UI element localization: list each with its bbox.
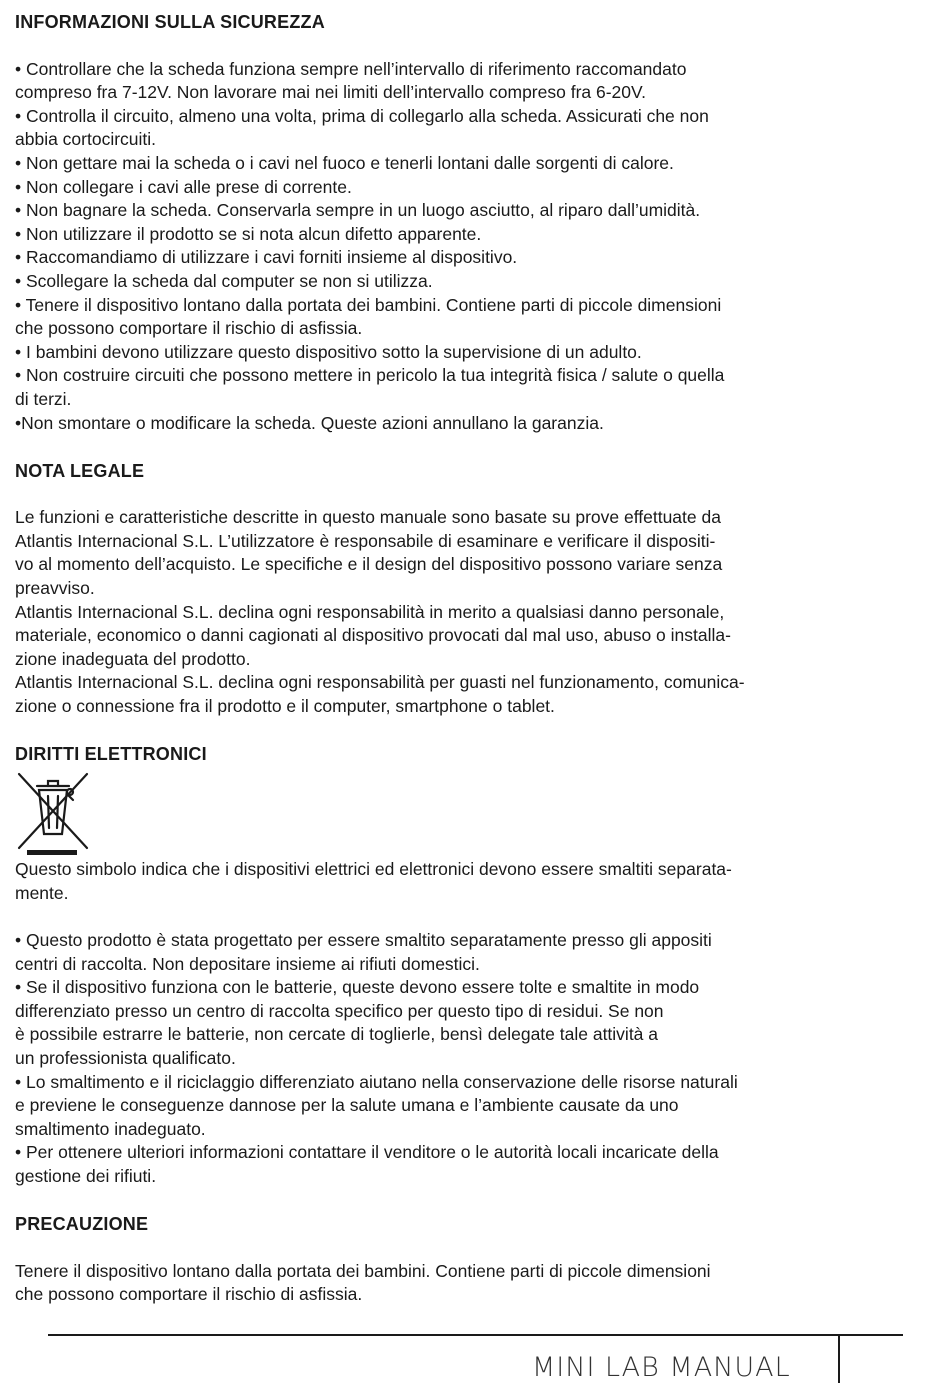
- list-item: •Non smontare o modificare la scheda. Queste azioni annullano la garanzia.: [15, 412, 604, 433]
- list-item: • Per ottenere ulteriori informazioni contattare il venditore o le autorità locali incaricate della gestione dei rifiuti.: [15, 1142, 719, 1186]
- spacer: [15, 905, 935, 929]
- legal-paragraph: Le funzioni e caratteristiche descritte in questo manuale sono basate su prove effettuate da Atlantis Internacional S.L. L’utilizzatore è responsabile di esaminare e verificare il dispositi- vo al momento dell’acquisto. Le specifiche e il design del dispositivo possono variare senza preavviso.: [15, 507, 723, 599]
- safety-title: INFORMAZIONI SULLA SICUREZZA: [15, 12, 325, 32]
- list-item: • Non bagnare la scheda. Conservarla sempre in un luogo asciutto, al riparo dall’umidità.: [15, 200, 701, 221]
- electronic-title: DIRITTI ELETTRONICI: [15, 744, 207, 765]
- legal-paragraph: Atlantis Internacional S.L. declina ogni responsabilità per guasti nel funzionamento, comunica- zione o connessione fra il prodotto e il computer, smartphone o tablet.: [15, 672, 745, 717]
- list-item: • Non collegare i cavi alle prese di corrente.: [15, 176, 352, 197]
- document-page: [15, 10, 935, 1307]
- footer-divider: [838, 1334, 840, 1383]
- legal-paragraph: Atlantis Internacional S.L. declina ogni responsabilità in merito a qualsiasi danno personale, materiale, economico o danni cagionati al dispositivo provocati dal mal uso, abuso o installa- zione inadeguata del prodotto.: [15, 601, 731, 669]
- spacer: [15, 34, 935, 58]
- list-item: • Se il dispositivo funziona con le batterie, queste devono essere tolte e smaltite in modo differenziato presso un centro di raccolta specifico per questo tipo di residui. Se non è possibile estrarre le batterie, non cercate di toglierle, bensì delegate tale attività a un professionista qualificato.: [15, 977, 700, 1068]
- list-item: • Scollegare la scheda dal computer se non si utilizza.: [15, 270, 433, 291]
- spacer: [15, 1236, 935, 1260]
- legal-title: NOTA LEGALE: [15, 460, 145, 481]
- symbol-description: Questo simbolo indica che i dispositivi elettrici ed elettronici devono essere smaltiti separata- mente.: [15, 859, 732, 903]
- list-item: • I bambini devono utilizzare questo dispositivo sotto la supervisione di un adulto.: [15, 341, 642, 362]
- list-item: • Non costruire circuiti che possono mettere in pericolo la tua integrità fisica / salute o quella di terzi.: [15, 365, 725, 409]
- list-item: • Non utilizzare il prodotto se si nota alcun difetto apparente.: [15, 223, 482, 244]
- electronic-list: [15, 929, 935, 1189]
- spacer: [15, 483, 935, 507]
- caution-text: Tenere il dispositivo lontano dalla portata dei bambini. Contiene parti di piccole dimensioni che possono comportare il rischio di asfissia.: [15, 1260, 711, 1305]
- footer-label: MINI LAB MANUAL: [532, 1352, 791, 1383]
- spacer: [15, 435, 935, 459]
- list-item: • Controlla il circuito, almeno una volta, prima di collegarlo alla scheda. Assicurati che non abbia cortocircuiti.: [15, 105, 709, 150]
- spacer: [15, 719, 935, 743]
- list-item: • Raccomandiamo di utilizzare i cavi forniti insieme al dispositivo.: [15, 247, 518, 268]
- spacer: [15, 1189, 935, 1213]
- weee-crossed-bin-icon: [15, 772, 91, 856]
- footer-rule: [48, 1334, 903, 1336]
- list-item: • Tenere il dispositivo lontano dalla portata dei bambini. Contiene parti di piccole dimensioni che possono comportare il rischio di asfissia.: [15, 294, 722, 339]
- safety-list: [15, 58, 935, 436]
- list-item: • Controllare che la scheda funziona sempre nell’intervallo di riferimento raccomandato compreso fra 7-12V. Non lavorare mai nei limiti dell’intervallo compreso fra 6-20V.: [15, 58, 687, 103]
- list-item: • Non gettare mai la scheda o i cavi nel fuoco e tenerli lontani dalle sorgenti di calore.: [15, 152, 674, 173]
- list-item: • Lo smaltimento e il riciclaggio differenziato aiutano nella conservazione delle risorse naturali e previene le conseguenze dannose per la salute umana e l’ambiente causate da uno smaltimento inadeguato.: [15, 1071, 738, 1139]
- list-item: • Questo prodotto è stata progettato per essere smaltito separatamente presso gli appositi centri di raccolta. Non depositare insieme ai rifiuti domestici.: [15, 930, 712, 974]
- caution-title: PRECAUZIONE: [15, 1214, 149, 1235]
